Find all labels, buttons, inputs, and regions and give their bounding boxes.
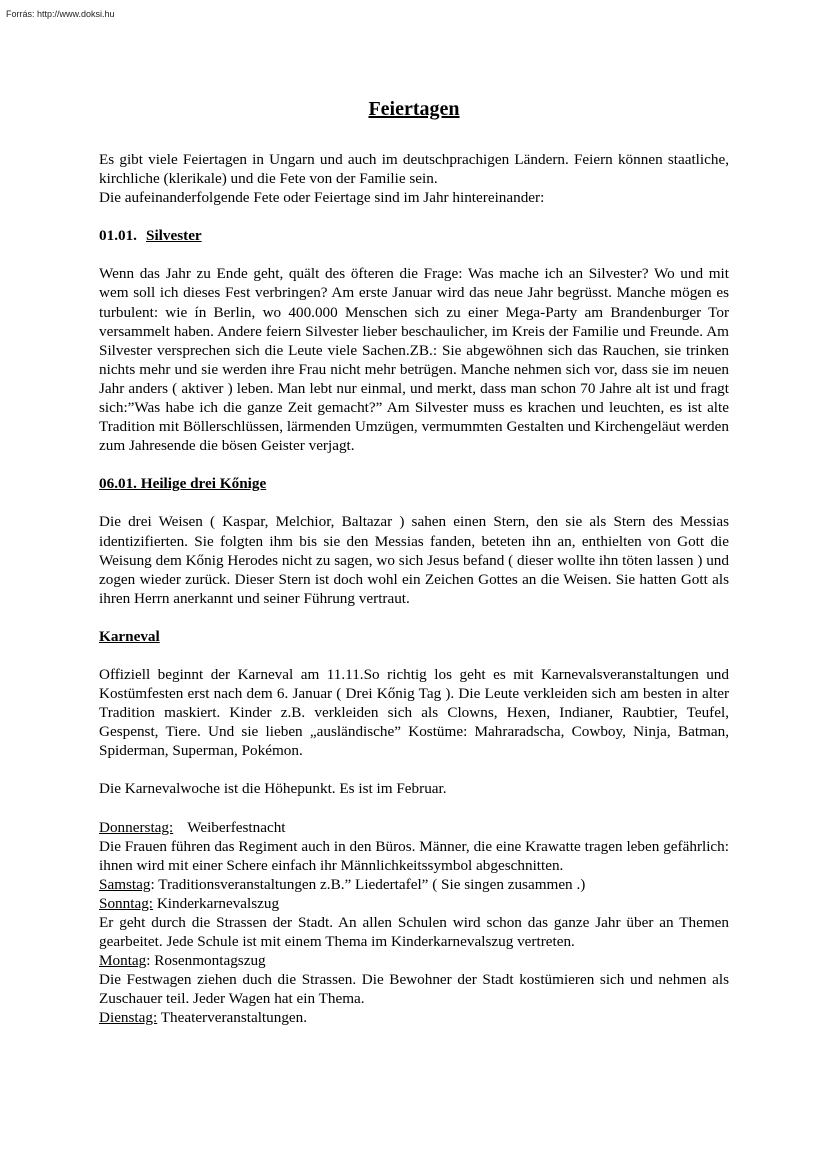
donnerstag-title: Weiberfestnacht [187,818,286,836]
page-title: Feiertagen [368,98,460,120]
montag-line [99,951,729,970]
dienstag-label: Dienstag: [99,1009,158,1027]
donnerstag-line [99,818,729,837]
document-page [99,96,729,1028]
karneval-days [99,818,729,1028]
koenige-heading [99,474,729,493]
sonntag-line [99,894,729,913]
silvester-date: 01.01. [99,227,137,245]
source-note: Forrás: http://www.doksi.hu [6,9,115,19]
sonntag-label: Sonntag: [99,894,154,912]
sonntag-text: Er geht durch die Strassen der Stadt. An allen Schulen wird schon das ganze Jahr über an Themen gearbeitet. Jede Schule ist mit einem Thema im Kinderkarnevalszug vertreten. [99,914,729,951]
donnerstag-text: Die Frauen führen das Regiment auch in den Büros. Männer, die eine Krawatte tragen leben gefährlich: ihnen wird mit einer Schere einfach ihr Männlichkeitssymbol abgeschnitten. [99,837,729,874]
koenige-title: 06.01. Heilige drei Kőnige [99,475,267,493]
samstag-text: : Traditionsveranstaltungen z.B.” Liedertafel” ( Sie singen zusammen .) [150,875,586,893]
silvester-paragraph: Wenn das Jahr zu Ende geht, quält des öfteren die Frage: Was mache ich an Silvester? Wo und mit wem soll ich dieses Fest verbringen? Am erste Januar wird das neue Jahr begrüsst. Manche mögen es turbulent: wie ín Berlin, wo 400.000 Menschen sich zu einer Mega-Party am Brandenburger Tor versammelt haben. Andere feiern Silvester lieber beschaulicher, im Kreis der Familie und Freunde. Am Silvester versprechen sich die Leute viele Sachen.ZB.: Sie abgewöhnen sich das Rauchen, sie trinken nichts mehr und sie werden ihre Frau nicht mehr betrügen. Manche nehmen sich vor, dass sie im neuen Jahr anders ( aktiver ) leben. Man lebt nur einmal, und merkt, dass man schon 70 Jahre alt ist und fragt sich:”Was habe ich die ganze Zeit gemacht?” Am Silvester muss es krachen und leuchten, es ist alte Tradition mit Böllerschlüssen, lärmenden Umzügen, vermummten Gestalten und Kirchengeläut werden zum Jahresende die bösen Geister verjagt. [99,265,729,455]
intro-paragraph: Es gibt viele Feiertagen in Ungarn und auch im deutschprachigen Ländern. Feiern können staatliche, kirchliche (klerikale) und die Fete von der Familie sein. [99,151,729,188]
karnevalwoche-paragraph: Die Karnevalwoche ist die Höhepunkt. Es ist im Februar. [99,780,447,798]
silvester-title: Silvester [146,227,202,245]
karneval-heading [99,627,729,646]
intro-paragraph-2: Die aufeinanderfolgende Fete oder Feiertage sind im Jahr hintereinander: [99,189,545,207]
dienstag-line [99,1008,729,1027]
koenige-paragraph: Die drei Weisen ( Kaspar, Melchior, Baltazar ) sahen einen Stern, den sie als Stern des Messias identizifierten. Sie folgten ihm bis sie den Messias fanden, beteten ihn an, enthielten von Gott die Weisung dem Kőnig Herodes nicht zu sagen, wo sich Jesus befand ( dieser wollte ihn töten lassen ) und zogen wieder zurück. Dieser Stern ist doch wohl ein Zeichen Gottes an die Weisen. Sie hatten Gott als ihren Herrn anerkannt und seiner Führung vertraut. [99,513,729,607]
montag-title: : Rosenmontagszug [146,952,266,970]
montag-text: Die Festwagen ziehen duch die Strassen. Die Bewohner der Stadt kostümieren sich und nehmen als Zuschauer teil. Jeder Wagen hat ein Thema. [99,971,729,1008]
montag-label: Montag [99,952,147,970]
intro-section [99,150,729,207]
samstag-label: Samstag [99,875,151,893]
samstag-line [99,875,729,894]
dienstag-text: Theaterveranstaltungen. [157,1009,308,1027]
donnerstag-label: Donnerstag: [99,818,174,836]
karneval-paragraph: Offiziell beginnt der Karneval am 11.11.So richtig los geht es mit Karnevalsveranstaltungen und Kostümfesten erst nach dem 6. Januar ( Drei Kőnig Tag ). Die Leute verkleiden sich am besten in alter Tradition maskiert. Kinder z.B. verkleiden sich als Clowns, Hexen, Indianer, Raubtier, Teufel, Gespenst, Tiere. Und sie lieben „ausländische” Kostüme: Mahraradscha, Cowboy, Ninja, Batman, Spiderman, Superman, Pokémon. [99,665,729,760]
karneval-title: Karneval [99,627,160,645]
silvester-heading [99,226,729,245]
sonntag-title: Kinderkarnevalszug [153,894,280,912]
